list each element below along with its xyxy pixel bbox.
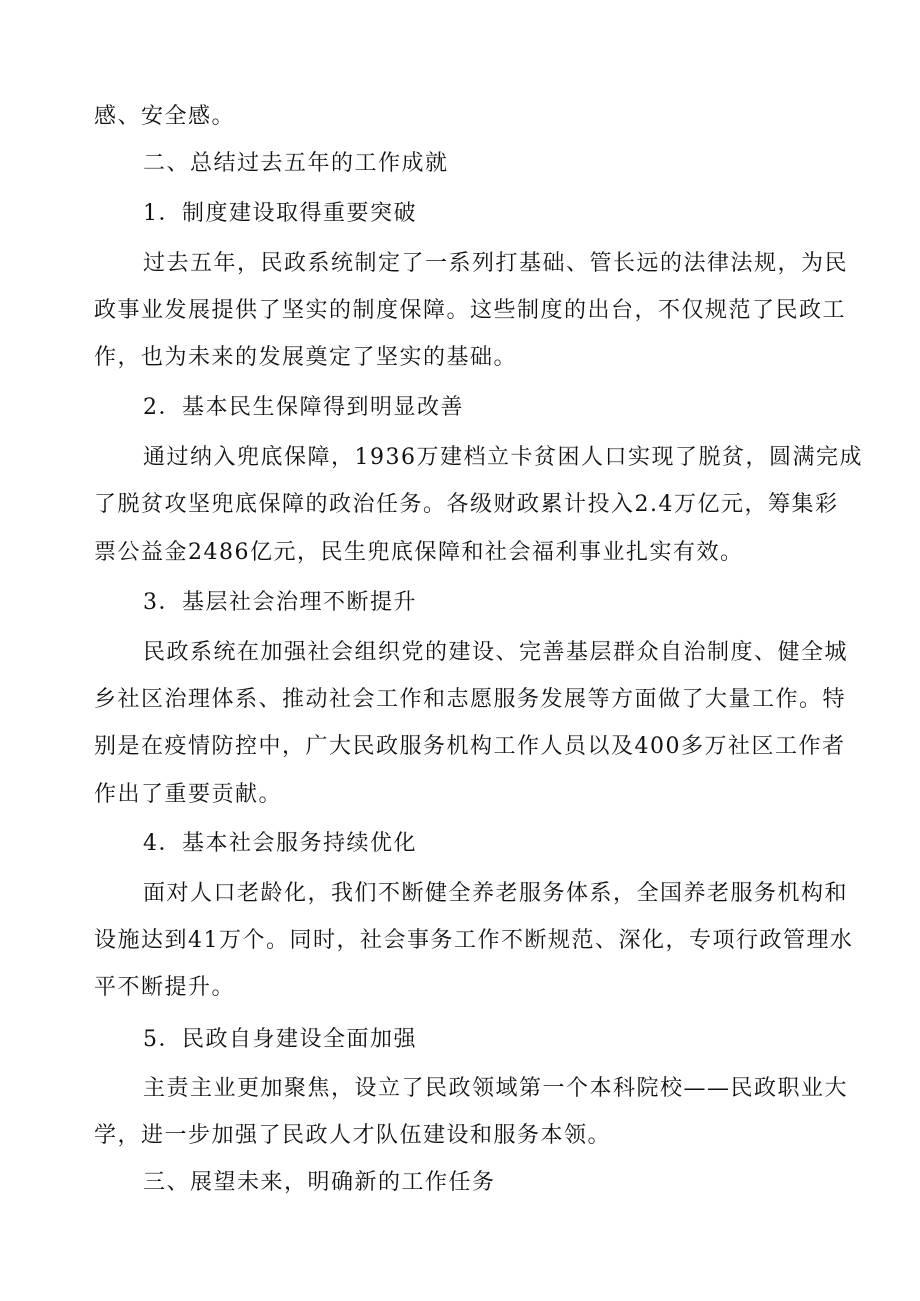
paragraph-line: 了脱贫攻坚兜底保障的政治任务。各级财政累计投入2.4万亿元，筹集彩 bbox=[94, 492, 839, 517]
subsection-heading: 1．制度建设取得重要突破 bbox=[143, 201, 417, 226]
paragraph-line: 民政系统在加强社会组织党的建设、完善基层群众自治制度、健全城 bbox=[143, 640, 849, 665]
paragraph-line: 主责主业更加聚焦，设立了民政领域第一个本科院校——民政职业大 bbox=[143, 1076, 849, 1101]
paragraph-line: 政事业发展提供了坚实的制度保障。这些制度的出台，不仅规范了民政工 bbox=[94, 298, 847, 323]
paragraph-line: 面对人口老龄化，我们不断健全养老服务体系，全国养老服务机构和 bbox=[143, 881, 849, 906]
paragraph-line: 通过纳入兜底保障，1936万建档立卡贫困人口实现了脱贫，圆满完成 bbox=[143, 445, 863, 470]
subsection-heading: 5．民政自身建设全面加强 bbox=[143, 1027, 417, 1052]
paragraph-line: 乡社区治理体系、推动社会工作和志愿服务发展等方面做了大量工作。特 bbox=[94, 687, 847, 712]
paragraph-line: 感、安全感。 bbox=[94, 104, 236, 129]
subsection-heading: 4．基本社会服务持续优化 bbox=[143, 831, 417, 856]
paragraph-line: 别是在疫情防控中，广大民政服务机构工作人员以及400多万社区工作者 bbox=[94, 734, 846, 759]
section-heading: 二、总结过去五年的工作成就 bbox=[143, 151, 449, 176]
subsection-heading: 2．基本民生保障得到明显改善 bbox=[143, 395, 464, 420]
subsection-heading: 3．基层社会治理不断提升 bbox=[143, 590, 417, 615]
paragraph-line: 设施达到41万个。同时，社会事务工作不断规范、深化，专项行政管理水 bbox=[94, 928, 854, 953]
paragraph-line: 平不断提升。 bbox=[94, 975, 236, 1000]
paragraph-line: 作出了重要贡献。 bbox=[94, 782, 283, 807]
paragraph-line: 学，进一步加强了民政人才队伍建设和服务本领。 bbox=[94, 1123, 612, 1148]
paragraph-line: 过去五年，民政系统制定了一系列打基础、管长远的法律法规，为民 bbox=[143, 251, 849, 276]
paragraph-line: 作，也为未来的发展奠定了坚实的基础。 bbox=[94, 345, 518, 370]
section-heading: 三、展望未来，明确新的工作任务 bbox=[143, 1170, 496, 1195]
paragraph-line: 票公益金2486亿元，民生兜底保障和社会福利事业扎实有效。 bbox=[94, 540, 744, 565]
